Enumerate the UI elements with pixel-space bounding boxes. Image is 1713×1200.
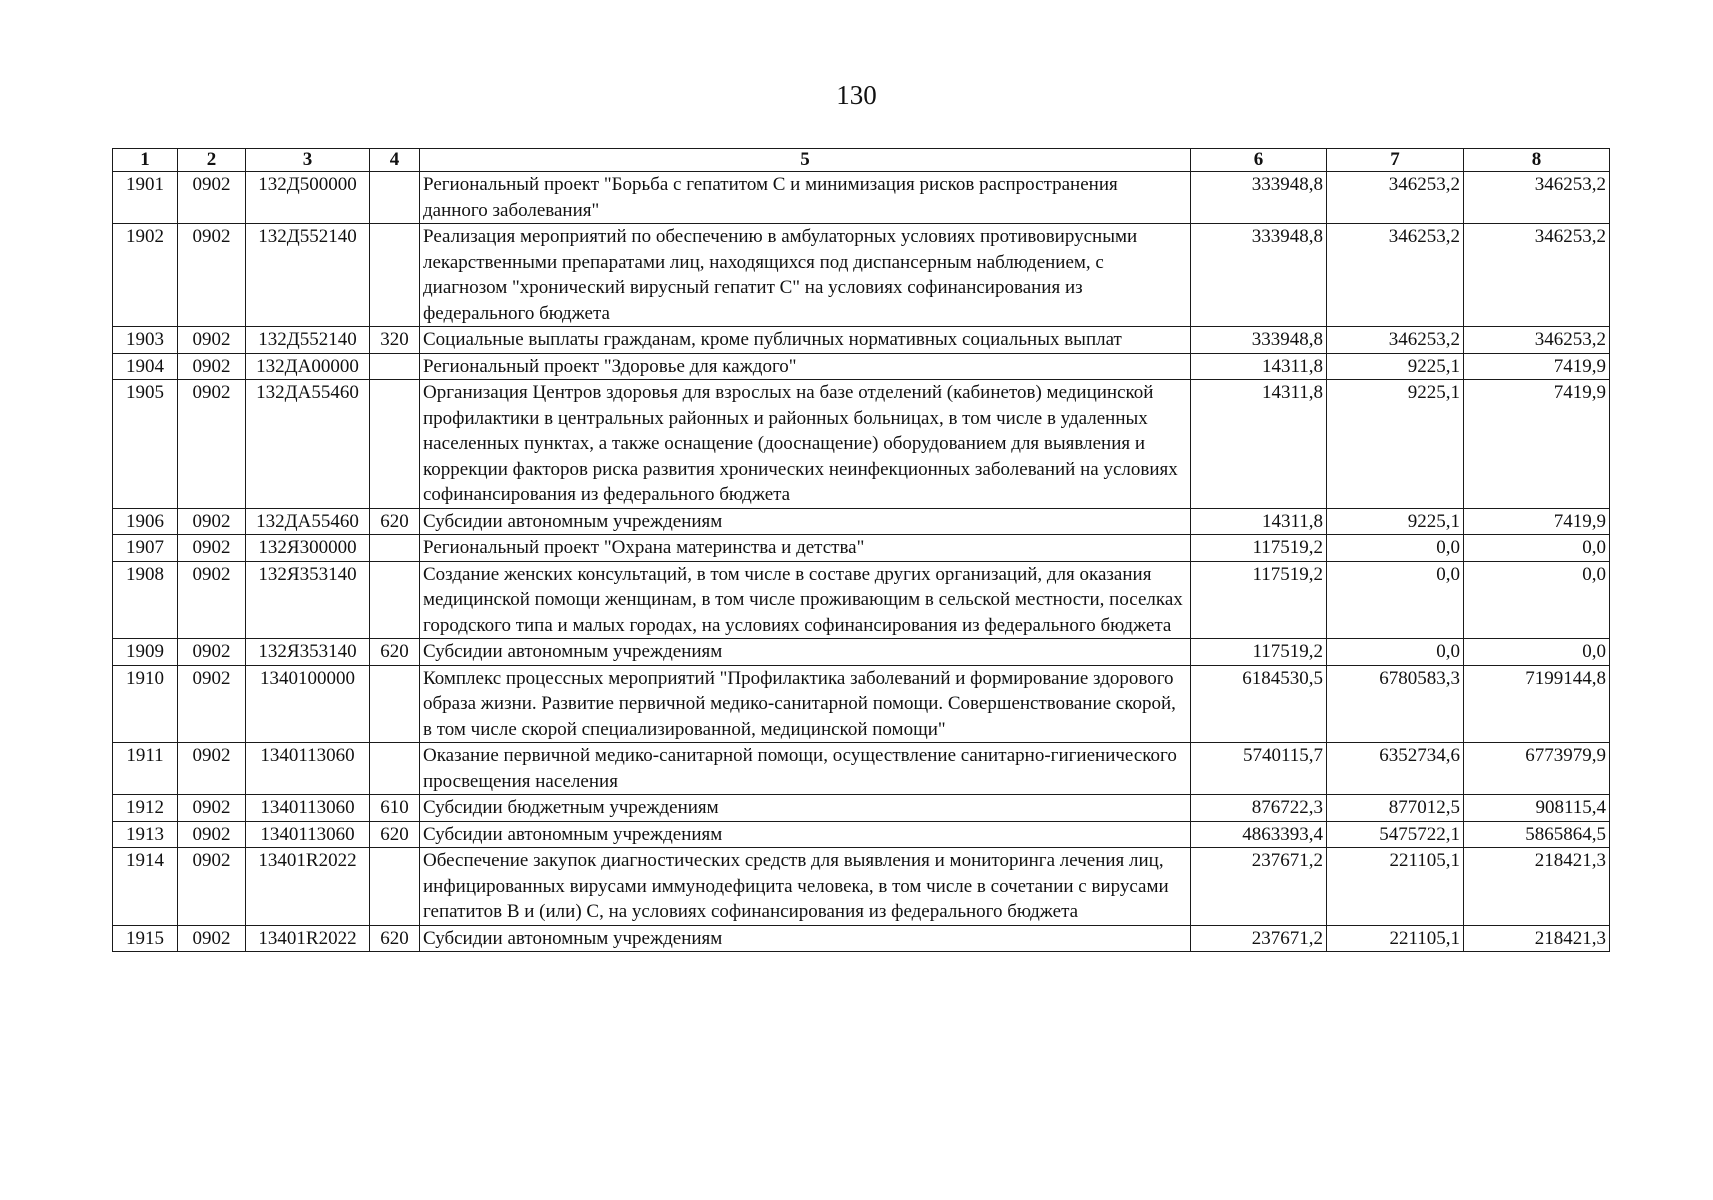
section-code-cell: 0902 — [178, 665, 246, 743]
amount-col7-cell: 0,0 — [1327, 561, 1464, 639]
expense-type-cell — [370, 561, 420, 639]
expense-type-cell — [370, 848, 420, 926]
section-code-cell: 0902 — [178, 172, 246, 224]
row-number-cell: 1904 — [113, 353, 178, 380]
amount-col6-cell: 876722,3 — [1191, 795, 1327, 822]
target-article-cell: 13401R2022 — [246, 848, 370, 926]
description-cell: Региональный проект "Здоровье для каждого" — [420, 353, 1191, 380]
amount-col6-cell: 333948,8 — [1191, 327, 1327, 354]
target-article-cell: 132Я353140 — [246, 639, 370, 666]
amount-col8-cell: 218421,3 — [1464, 848, 1610, 926]
section-code-cell: 0902 — [178, 561, 246, 639]
table-row — [113, 380, 1610, 509]
amount-col7-cell: 221105,1 — [1327, 848, 1464, 926]
table-row — [113, 795, 1610, 822]
section-code-cell: 0902 — [178, 639, 246, 666]
amount-col8-cell: 346253,2 — [1464, 172, 1610, 224]
expense-type-cell — [370, 172, 420, 224]
amount-col8-cell: 7419,9 — [1464, 508, 1610, 535]
amount-col7-cell: 221105,1 — [1327, 925, 1464, 952]
amount-col7-cell: 6352734,6 — [1327, 743, 1464, 795]
expense-type-cell — [370, 380, 420, 509]
target-article-cell: 132Д500000 — [246, 172, 370, 224]
row-number-cell: 1911 — [113, 743, 178, 795]
table-row — [113, 172, 1610, 224]
amount-col6-cell: 117519,2 — [1191, 639, 1327, 666]
section-code-cell: 0902 — [178, 795, 246, 822]
table-row — [113, 743, 1610, 795]
expense-type-cell — [370, 535, 420, 562]
target-article-cell: 132ДА55460 — [246, 508, 370, 535]
target-article-cell: 132Д552140 — [246, 327, 370, 354]
amount-col7-cell: 9225,1 — [1327, 508, 1464, 535]
description-cell: Субсидии автономным учреждениям — [420, 925, 1191, 952]
description-cell: Региональный проект "Борьба с гепатитом С и минимизация рисков распространения данного заболевания" — [420, 172, 1191, 224]
description-cell: Оказание первичной медико-санитарной помощи, осуществление санитарно-гигиенического просвещения населения — [420, 743, 1191, 795]
amount-col6-cell: 5740115,7 — [1191, 743, 1327, 795]
amount-col7-cell: 9225,1 — [1327, 380, 1464, 509]
expense-type-cell: 620 — [370, 821, 420, 848]
amount-col6-cell: 6184530,5 — [1191, 665, 1327, 743]
row-number-cell: 1914 — [113, 848, 178, 926]
amount-col6-cell: 237671,2 — [1191, 848, 1327, 926]
expense-type-cell: 610 — [370, 795, 420, 822]
target-article-cell: 1340113060 — [246, 795, 370, 822]
amount-col6-cell: 333948,8 — [1191, 172, 1327, 224]
column-header: 1 — [113, 149, 178, 172]
table-body — [113, 172, 1610, 952]
table-row — [113, 925, 1610, 952]
table-row — [113, 353, 1610, 380]
column-header: 8 — [1464, 149, 1610, 172]
row-number-cell: 1903 — [113, 327, 178, 354]
description-cell: Создание женских консультаций, в том числе в составе других организаций, для оказания медицинской помощи женщинам, в том числе проживающим в сельской местности, поселках городского типа и малых городах, на условиях софинансирования из федерального бюджета — [420, 561, 1191, 639]
column-header: 7 — [1327, 149, 1464, 172]
amount-col6-cell: 237671,2 — [1191, 925, 1327, 952]
amount-col7-cell: 0,0 — [1327, 535, 1464, 562]
target-article-cell: 1340113060 — [246, 821, 370, 848]
table-row — [113, 224, 1610, 327]
target-article-cell: 1340100000 — [246, 665, 370, 743]
amount-col6-cell: 333948,8 — [1191, 224, 1327, 327]
amount-col8-cell: 346253,2 — [1464, 327, 1610, 354]
table-row — [113, 561, 1610, 639]
target-article-cell: 13401R2022 — [246, 925, 370, 952]
amount-col7-cell: 6780583,3 — [1327, 665, 1464, 743]
row-number-cell: 1905 — [113, 380, 178, 509]
section-code-cell: 0902 — [178, 535, 246, 562]
amount-col6-cell: 14311,8 — [1191, 380, 1327, 509]
section-code-cell: 0902 — [178, 224, 246, 327]
amount-col7-cell: 346253,2 — [1327, 172, 1464, 224]
target-article-cell: 1340113060 — [246, 743, 370, 795]
expense-type-cell: 320 — [370, 327, 420, 354]
table-row — [113, 535, 1610, 562]
target-article-cell: 132Я300000 — [246, 535, 370, 562]
amount-col8-cell: 7419,9 — [1464, 353, 1610, 380]
amount-col8-cell: 6773979,9 — [1464, 743, 1610, 795]
target-article-cell: 132ДА00000 — [246, 353, 370, 380]
section-code-cell: 0902 — [178, 327, 246, 354]
column-header: 3 — [246, 149, 370, 172]
table-row — [113, 508, 1610, 535]
column-header: 6 — [1191, 149, 1327, 172]
column-header: 2 — [178, 149, 246, 172]
row-number-cell: 1910 — [113, 665, 178, 743]
column-header: 4 — [370, 149, 420, 172]
expense-type-cell — [370, 224, 420, 327]
amount-col8-cell: 0,0 — [1464, 535, 1610, 562]
amount-col7-cell: 0,0 — [1327, 639, 1464, 666]
expense-type-cell — [370, 665, 420, 743]
target-article-cell: 132Д552140 — [246, 224, 370, 327]
row-number-cell: 1907 — [113, 535, 178, 562]
row-number-cell: 1913 — [113, 821, 178, 848]
amount-col8-cell: 0,0 — [1464, 639, 1610, 666]
amount-col8-cell: 346253,2 — [1464, 224, 1610, 327]
description-cell: Организация Центров здоровья для взрослых на базе отделений (кабинетов) медицинской профилактики в центральных районных и районных больницах, в том числе в удаленных населенных пунктах, а также оснащение (дооснащение) оборудованием для выявления и коррекции факторов риска развития хронических неинфекционных заболеваний на условиях софинансирования из федерального бюджета — [420, 380, 1191, 509]
amount-col6-cell: 117519,2 — [1191, 535, 1327, 562]
table-row — [113, 327, 1610, 354]
description-cell: Комплекс процессных мероприятий "Профилактика заболеваний и формирование здорового образа жизни. Развитие первичной медико-санитарной помощи. Совершенствование скорой, в том числе скорой специализированной, медицинской помощи" — [420, 665, 1191, 743]
table-row — [113, 665, 1610, 743]
amount-col8-cell: 908115,4 — [1464, 795, 1610, 822]
amount-col8-cell: 218421,3 — [1464, 925, 1610, 952]
amount-col7-cell: 346253,2 — [1327, 224, 1464, 327]
target-article-cell: 132Я353140 — [246, 561, 370, 639]
description-cell: Субсидии автономным учреждениям — [420, 821, 1191, 848]
row-number-cell: 1902 — [113, 224, 178, 327]
amount-col6-cell: 14311,8 — [1191, 353, 1327, 380]
amount-col8-cell: 7419,9 — [1464, 380, 1610, 509]
row-number-cell: 1901 — [113, 172, 178, 224]
page-number: 130 — [836, 80, 877, 110]
description-cell: Региональный проект "Охрана материнства и детства" — [420, 535, 1191, 562]
description-cell: Обеспечение закупок диагностических средств для выявления и мониторинга лечения лиц, инфицированных вирусами иммунодефицита человека, в том числе в сочетании с вирусами гепатитов В и (или) С, на условиях софинансирования из федерального бюджета — [420, 848, 1191, 926]
budget-table — [112, 148, 1610, 952]
amount-col6-cell: 14311,8 — [1191, 508, 1327, 535]
row-number-cell: 1909 — [113, 639, 178, 666]
row-number-cell: 1915 — [113, 925, 178, 952]
expense-type-cell: 620 — [370, 639, 420, 666]
target-article-cell: 132ДА55460 — [246, 380, 370, 509]
section-code-cell: 0902 — [178, 821, 246, 848]
section-code-cell: 0902 — [178, 353, 246, 380]
description-cell: Субсидии бюджетным учреждениям — [420, 795, 1191, 822]
expense-type-cell — [370, 353, 420, 380]
row-number-cell: 1908 — [113, 561, 178, 639]
section-code-cell: 0902 — [178, 848, 246, 926]
amount-col6-cell: 4863393,4 — [1191, 821, 1327, 848]
expense-type-cell — [370, 743, 420, 795]
table-row — [113, 639, 1610, 666]
expense-type-cell: 620 — [370, 925, 420, 952]
amount-col7-cell: 9225,1 — [1327, 353, 1464, 380]
amount-col8-cell: 7199144,8 — [1464, 665, 1610, 743]
description-cell: Субсидии автономным учреждениям — [420, 639, 1191, 666]
row-number-cell: 1906 — [113, 508, 178, 535]
description-cell: Субсидии автономным учреждениям — [420, 508, 1191, 535]
section-code-cell: 0902 — [178, 380, 246, 509]
amount-col8-cell: 5865864,5 — [1464, 821, 1610, 848]
description-cell: Реализация мероприятий по обеспечению в амбулаторных условиях противовирусными лекарственными препаратами лиц, находящихся под диспансерным наблюдением, с диагнозом "хронический вирусный гепатит С" на условиях софинансирования из федерального бюджета — [420, 224, 1191, 327]
section-code-cell: 0902 — [178, 743, 246, 795]
amount-col8-cell: 0,0 — [1464, 561, 1610, 639]
section-code-cell: 0902 — [178, 925, 246, 952]
column-header: 5 — [420, 149, 1191, 172]
row-number-cell: 1912 — [113, 795, 178, 822]
table-header-row — [113, 149, 1610, 172]
expense-type-cell: 620 — [370, 508, 420, 535]
description-cell: Социальные выплаты гражданам, кроме публичных нормативных социальных выплат — [420, 327, 1191, 354]
amount-col7-cell: 346253,2 — [1327, 327, 1464, 354]
amount-col6-cell: 117519,2 — [1191, 561, 1327, 639]
section-code-cell: 0902 — [178, 508, 246, 535]
table-row — [113, 848, 1610, 926]
amount-col7-cell: 5475722,1 — [1327, 821, 1464, 848]
table-row — [113, 821, 1610, 848]
amount-col7-cell: 877012,5 — [1327, 795, 1464, 822]
